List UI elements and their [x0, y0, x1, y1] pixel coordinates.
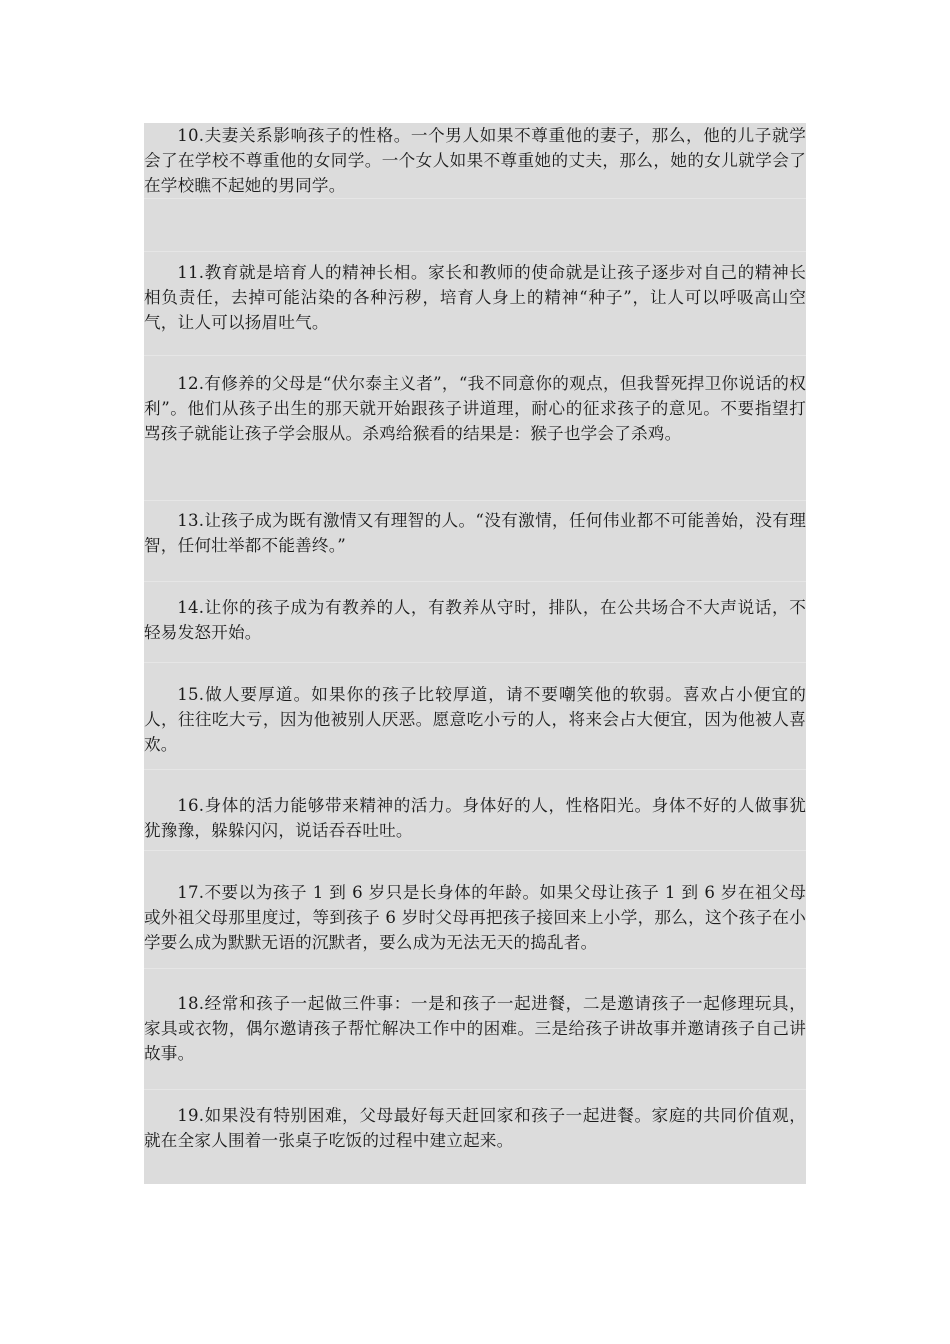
- divider: [144, 581, 806, 582]
- divider: [144, 850, 806, 851]
- divider: [144, 500, 806, 501]
- text-block: [144, 123, 806, 1184]
- paragraph-19: 19.如果没有特别困难，父母最好每天赶回家和孩子一起进餐。家庭的共同价值观，就在全家人围着一张桌子吃饭的过程中建立起来。: [144, 1106, 806, 1150]
- divider: [144, 198, 806, 199]
- paragraph-17: 17.不要以为孩子 1 到 6 岁只是长身体的年龄。如果父母让孩子 1 到 6 岁在祖父母或外祖父母那里度过，等到孩子 6 岁时父母再把孩子接回来上小学，那么，这个孩子在小学要么成为默默无语的沉默者，要么成为无法无天的捣乱者。: [144, 883, 806, 952]
- divider: [144, 769, 806, 770]
- paragraph-15: 15.做人要厚道。如果你的孩子比较厚道，请不要嘲笑他的软弱。喜欢占小便宜的人，往往吃大亏，因为他被别人厌恶。愿意吃小亏的人，将来会占大便宜，因为他被人喜欢。: [144, 685, 806, 754]
- paragraph-10: 10.夫妻关系影响孩子的性格。一个男人如果不尊重他的妻子，那么，他的儿子就学会了在学校不尊重他的女同学。一个女人如果不尊重她的丈夫，那么，她的女儿就学会了在学校瞧不起她的男同学。: [144, 126, 806, 195]
- divider: [144, 662, 806, 663]
- paragraph-12: 12.有修养的父母是“伏尔泰主义者”，“我不同意你的观点，但我誓死捍卫你说话的权利”。他们从孩子出生的那天就开始跟孩子讲道理，耐心的征求孩子的意见。不要指望打骂孩子就能让孩子学会服从。杀鸡给猴看的结果是：猴子也学会了杀鸡。: [144, 374, 806, 443]
- paragraph-16: 16.身体的活力能够带来精神的活力。身体好的人，性格阳光。身体不好的人做事犹犹豫豫，躲躲闪闪，说话吞吞吐吐。: [144, 796, 806, 840]
- divider: [144, 251, 806, 252]
- divider: [144, 355, 806, 356]
- paragraph-18: 18.经常和孩子一起做三件事：一是和孩子一起进餐，二是邀请孩子一起修理玩具，家具或衣物，偶尔邀请孩子帮忙解决工作中的困难。三是给孩子讲故事并邀请孩子自己讲故事。: [144, 994, 806, 1063]
- divider: [144, 968, 806, 969]
- divider: [144, 1089, 806, 1090]
- paragraph-11: 11.教育就是培育人的精神长相。家长和教师的使命就是让孩子逐步对自己的精神长相负责任，去掉可能沾染的各种污秽，培育人身上的精神“种子”，让人可以呼吸高山空气，让人可以扬眉吐气。: [144, 263, 806, 332]
- paragraph-14: 14.让你的孩子成为有教养的人，有教养从守时，排队，在公共场合不大声说话，不轻易发怒开始。: [144, 598, 806, 642]
- paragraph-13: 13.让孩子成为既有激情又有理智的人。“没有激情，任何伟业都不可能善始，没有理智，任何壮举都不能善终。”: [144, 511, 806, 555]
